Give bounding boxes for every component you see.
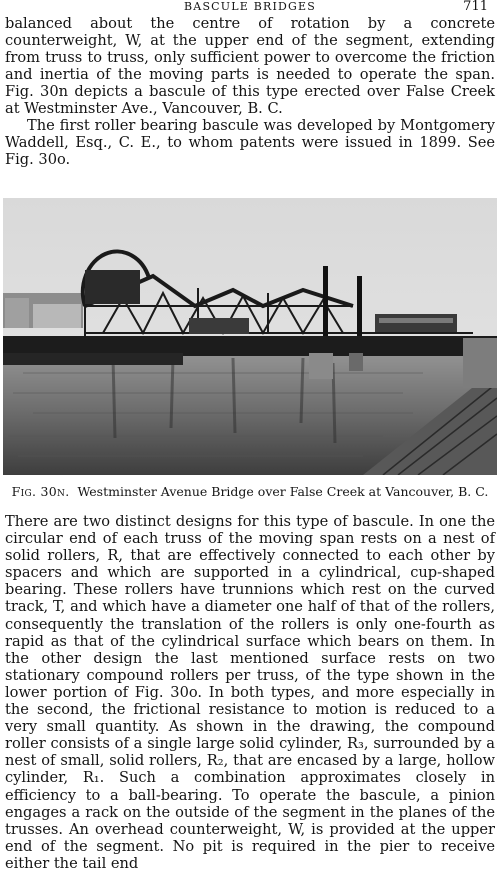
- caption-label: Fig. 30n.: [11, 484, 70, 499]
- running-head: BASCULE BRIDGES: [184, 0, 316, 13]
- caption-text: Westminster Avenue Bridge over False Creek at Vancouver, B. C.: [77, 484, 489, 499]
- figure-caption: [0, 484, 500, 499]
- paragraph-1: balanced about the centre of rotation by a concrete counterweight, W, at the upper end of the segment, extending from truss to truss, only sufficient power to overcome the friction and inertia of the moving parts is needed to operate the span. Fig. 30n depicts a bascule of this type erected over False Creek at Westminster Ave., Vancouver, B. C.: [5, 15, 495, 118]
- paragraph-2: The first roller bearing bascule was developed by Montgomery Waddell, Esq., C. E., to whom patents were issued in 1899. See Fig. 30o.: [5, 117, 495, 169]
- bridge-photograph: [3, 198, 497, 475]
- paragraph-3: There are two distinct designs for this type of bascule. In one the circular end of each truss of the moving span rests on a nest of solid rollers, R, that are effectively connected to each other by spacers and which are supported in a cylindrical, cup-shaped bearing. These rollers have trunnions which rest on the curved track, T, and which have a diameter one half of that of the rollers, consequently the translation of the rollers is only one-fourth as rapid as that of the cylindrical surface which bears on them. In the other design the last mentioned surface rests on two stationary compound rollers per truss, of the type shown in the lower portion of Fig. 30o. In both types, and more especially in the second, the frictional resistance to motion is reduced to a very small quantity. As shown in the drawing, the compound roller consists of a single large solid cylinder, R₃, surrounded by a nest of small, solid rollers, R₂, that are encased by a large, hollow cylinder, R₁. Such a combination approximates closely in efficiency to a ball-bearing. To operate the bascule, a pinion engages a rack on the outside of the segment in the planes of the trusses. An overhead counterweight, W, is provided at the upper end of the segment. No pit is required in the pier to receive either the tail end: [5, 513, 495, 872]
- page-header: [0, 0, 500, 16]
- page-number: 711: [463, 0, 488, 14]
- photograph-bridge-icon: [3, 198, 497, 475]
